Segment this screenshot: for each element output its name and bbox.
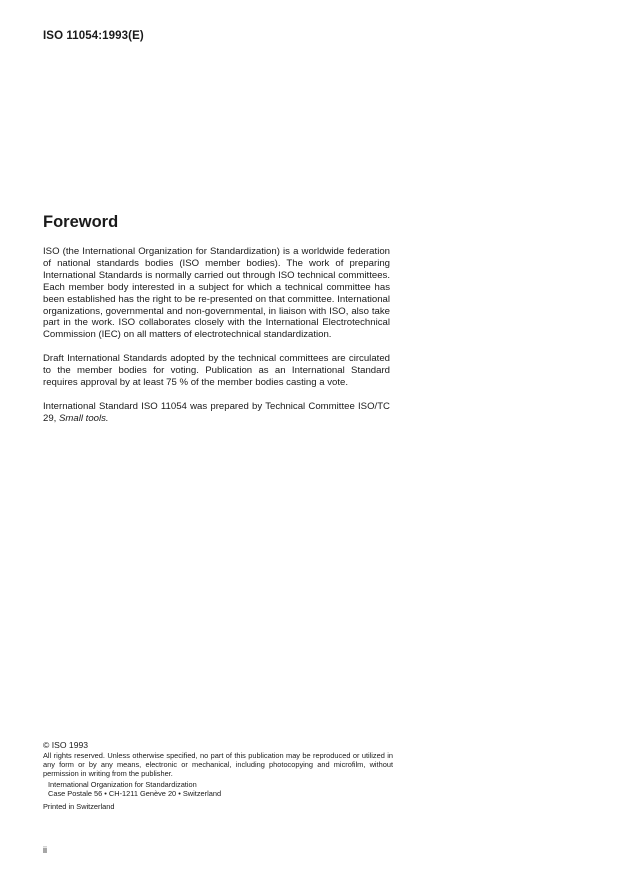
committee-subject: Small tools.	[59, 412, 109, 424]
foreword-paragraph-3	[43, 401, 390, 425]
foreword-paragraph-2: Draft International Standards adopted by the technical committees are circulated to the member bodies for voting. Publication as an International Standard requires approval by at least 75 % of the member bodies casting a vote.	[43, 353, 390, 389]
publisher-name: International Organization for Standardization	[48, 780, 197, 790]
printed-in: Printed in Switzerland	[43, 801, 115, 811]
foreword-paragraph-1: ISO (the International Organization for Standardization) is a worldwide federation of national standards bodies (ISO member bodies). The work of preparing International Standards is normally carried out through ISO technical committees. Each member body interested in a subject for which a technical committee has been established has the right to be re-presented on that committee. International organizations, governmental and non-governmental, in liaison with ISO, also take part in the work. ISO collaborates closely with the International Electrotechnical Commission (IEC) on all matters of electrotechnical standardization.	[43, 246, 390, 341]
foreword-paragraph-3-text: International Standard ISO 11054 was prepared by Technical Committee ISO/TC 29,	[43, 400, 390, 424]
copyright-mark: © ISO 1993	[43, 740, 89, 750]
page-number: ii	[43, 845, 47, 855]
copyright-block	[43, 741, 393, 811]
foreword-body	[43, 246, 390, 425]
foreword-heading: Foreword	[43, 213, 119, 231]
publisher-postal-address: Case Postale 56 • CH-1211 Genève 20 • Switzerland	[48, 789, 222, 799]
rights-statement: All rights reserved. Unless otherwise specified, no part of this publication may be reproduced or utilized in any form or by any means, electronic or mechanical, including photocopying and microfilm, without permission in writing from the publisher.	[43, 751, 393, 779]
document-id-header: ISO 11054:1993(E)	[43, 30, 144, 42]
publisher-address	[43, 780, 393, 798]
